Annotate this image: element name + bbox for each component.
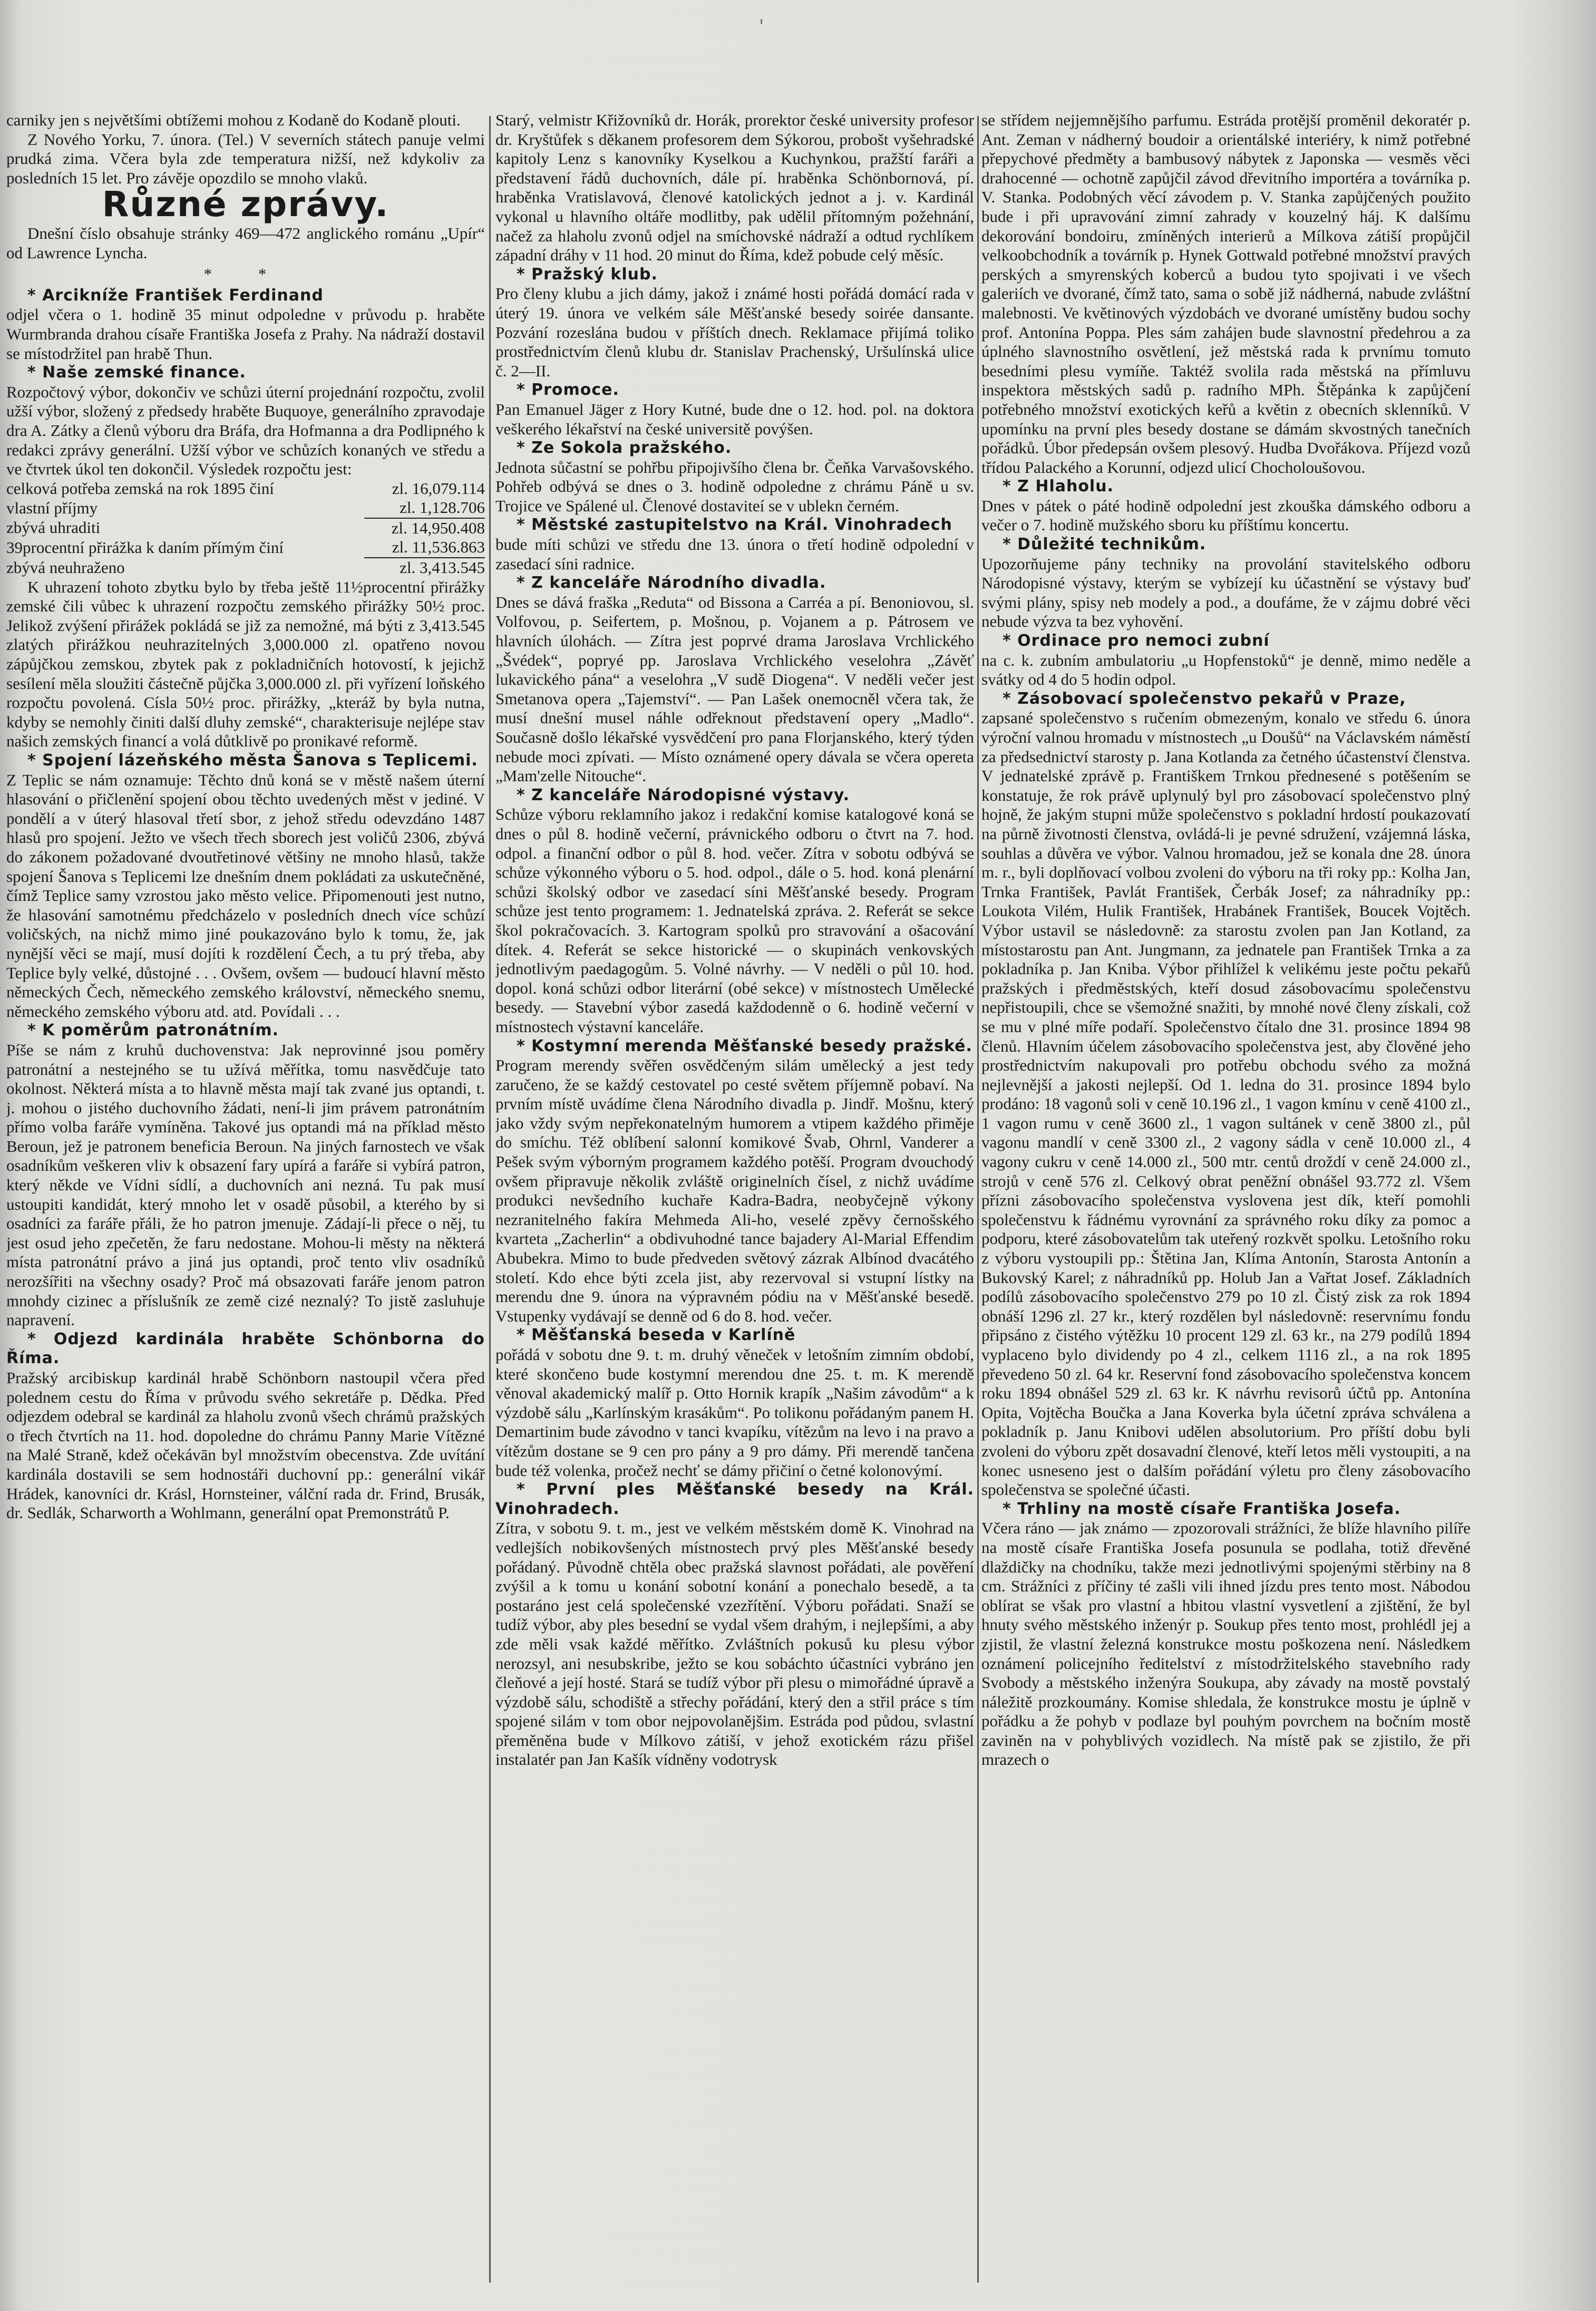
column-1 — [6, 111, 485, 2288]
article-text: zapsané společenstvo s ručením obmezeným, konalo ve středu 6. února výroční valnou hromadu v místnostech „u Doušů“ na Václavském náměstí za předsednictví starosty p. Jana Kotlanda za četného účastenství členstva. V jednatelské zprávě p. Františkem Trnkou přednesené s potěšením se konstatuje, že rok právě uplynulý byl pro zásobovací společenstvo plný hojně, že jakým stupni může společenstvo s pokladní hrdostí poukazovatí na půrně životnosti členstva, ovládá-li je pevné sdružení, vzájemná láska, souhlas a důvěra ve výbor. Valnou hromadou, jež se konala dne 28. února m. r., byli doplňovací volbou zvoleni do výboru na tři roky pp.: Kolha Jan, Trnka František, Pavlát František, Čerbák Josef; za náhradníky pp.: Loukota Vilém, Hulik František, Hrabánek František, Boucek Vojtěch. Výbor ustavil se následovně: za starostu zvolen pan Jan Kotland, za místostarostu pan Ant. Jungmann, za jednatele pan František Trnka a za pokladníka p. Jan Kniba. Výbor přihlížel k velikému jeste počtu pekařů pražských i předměstských, kteří dosud zásobovacímu společenstvu nepřistoupili, chce se všemožné snažiti, by mnohé nové členy získali, což se mu v plné míře podaří. Společenstvo čítalo dne 31. prosince 1894 98 členů. Hlavním účelem zásobovacího společenstva jest, aby člověné jeho prostřednictvím nakupovali pro potřebu obchodu svého za možná nejlevnější a jakosti nejlepší. Od 1. ledna do 31. prosince 1894 bylo prodáno: 18 vagonů soli v ceně 10.196 zl., 1 vagon kmínu v ceně 4100 zl., 1 vagon rumu v ceně 3600 zl., 1 vagon sultánek v ceně 3800 zl., půl vagonu mandlí v ceně 3300 zl., 2 vagony sádla v ceně 10.000 zl., 4 vagony cukru v ceně 14.000 zl., 500 mtr. centů droždí v ceně 24.000 zl., strojů v ceně 576 zl. Celkový obrat peněžní obnášel 93.772 zl. Všem přízni zásobovacího společenstva vyslovena jest dík, kteří pomohli společenstvu k řádnému vyrovnání za správného roku díky za pomoc a podporu, které zásobovatelům tak uteřený rozkvět spolku. Letošního roku z výboru vystoupili pp.: Štětina Jan, Klíma Antonín, Starosta Antonín a Bukovský Karel; z náhradníků pp. Holub Jan a Vařtat Josef. Základních podílů zásobovacího společenstvo 279 po 10 zl. Čistý zisk za rok 1894 obnáší 1296 zl. 27 kr., který rozdělen byl následovně: reservnímu fondu připsáno z čistého výtěžku 10 procent 129 zl. 63 kr., na 279 podílů 1894 vyplaceno bylo dividendy po 4 zl., celkem 1116 zl., a na rok 1895 převedeno 50 zl. 64 kr. Reservní fond zásobovacího společenstva koncem roku 1894 obnášel 529 zl. 63 kr. K návrhu revisorů účtů pp. Antonína Opita, Vojtěcha Boučka a Jana Koverka byla účetní zpráva schválena a pokladník p. Janu Knibovi udělen absolutorium. Pro příští dobu byli zvoleni do výboru zpět dosavadní členové, kteří letos měli vystoupiti, a na konec usneseno jest o dalším pořádání výletu pro členy zásobovacího společenstva se společné účasti. — [981, 708, 1471, 1499]
budget-label: zbývá uhraditi — [6, 518, 101, 537]
article-text: Zítra, v sobotu 9. t. m., jest ve velkém městském domě K. Vinohrad na vedlejších nobikovšených místnostech prvý ples Měšťanské besedy pořádaný. Původně chtěla obec pražská slavnost pořádati, ale pověření zvýšil a k tomu u konání sobotní konání a ponechalo besedě, a ta postaráno jest celá společenské vzezřítění. Výboru pořádati. Snaží se tudíž výbor, aby ples besední se vydal všem drahým, i nejlepšími, a aby zde měli vsak každé měřítko. Zvláštních pokusů ku plesu výbor nerozsyl, ani nesubskribe, ježto se kou sobáchto účastníci vybráno jen čleňové a její hosté. Stará se tudíž výbor při plesu o mimořádné úpravě a výzdobě sálu, schodiště a střechy pořádání, který den a střil práce s tím spojené silám v tom obor nejpovolanějšim. Estráda pod půdou, svlastní přeměněna bude v Mílkovo zátiší, v jehož exotickém rázu přišel instalatér pan Jan Kašík vídněny vodotrysk — [495, 1519, 974, 1769]
budget-label: zbývá neuhraženo — [6, 558, 125, 577]
article-headline: * Pražský klub. — [517, 265, 658, 284]
column-rule — [489, 116, 491, 2283]
table-row — [6, 518, 485, 538]
article-text: Dnes se dává fraška „Reduta“ od Bissona a Carréa a pí. Benoniovou, sl. Volfovou, p. Seifertem, p. Mošnou, p. Vojanem a p. Pátrosem ve hlavních úlohách. — Zítra jest poprvé drama Jaroslava Vrchlického „Švédek“, popryé pp. Jaroslava Vrchlického veselohra „Závěť lukavického pána“ a veselohra „V sudě Diogena“. V neděli večer jest Smetanova opera „Tajemství“. — Pan Lašek onemocněl včera tak, že musí dnešní musel náhle odřeknout představení opery „Madlo“. Současně došlo lékařské vysvědčení pro pana Florjanského, který týden nebude moci zpívati. — Místo oznámené opery dávala se včera opereta „Mam'zelle Nitouche“. — [495, 593, 974, 785]
article-text: Pro členy klubu a jich dámy, jakož i známé hosti pořádá domácí rada v úterý 19. února ve velkém sále Měšťanské besedy soirée dansante. Pozvání rozeslána budou v příštích dnech. Reklamace přijímá toliko prostřednictvím členů klubu dr. Stanislav Prachenský, Uršulínská ulice č. 2—II. — [495, 284, 974, 380]
table-row — [6, 538, 485, 558]
budget-label: celková potřeba zemská na rok 1895 činí — [6, 479, 274, 498]
section-title: Různé zprávy. — [102, 184, 390, 225]
budget-value: zl. 11,536.863 — [392, 538, 485, 557]
article-headline: * Naše zemské finance. — [27, 363, 246, 382]
article-text: Dnes v pátek o páté hodině odpolední jest zkouška dámského odboru a večer o 7. hodině mužského sboru ku příštímu koncertu. — [981, 496, 1471, 535]
article-headline: * Z kanceláře Národopisné výstavy. — [517, 785, 850, 804]
column-rule — [977, 116, 979, 2283]
article-headline: * Kostymní merenda Měšťanské besedy pražské. — [517, 1036, 972, 1055]
article-headline: * Měšťanská beseda v Karlíně — [517, 1326, 796, 1345]
column-2 — [495, 111, 974, 2288]
article-text: Pražský arcibiskup kardinál hrabě Schönborn nastoupil včera před polednem cestu do Říma v průvodu svého sekretáře p. Dědka. Před odjezdem odebral se kardinál za hlaholu zvonů všech chrámů pražských o třech čtvrtích na 11. hod. dopoledne do chrámu Panny Marie Vítězné na Malé Straně, kdež očekávān byl množstvím obecenstva. Zde uvítání kardinála dostavili se sem hodnostáři duchovní pp.: generální vikář Hrádek, kanovníci dr. Krásl, Hornsteiner, válční rada dr. Frind, Brusák, dr. Sedlák, Scharworth a Wohlmann, generální opat Premonstrátů P. — [6, 1368, 485, 1522]
table-row — [6, 479, 485, 499]
article-text: Píše se nám z kruhů duchovenstva: Jak neprovinné jsou poměry patronátní a nestejného se tu užívá měřítka, tomu nasvědčuje tato okolnost. Některá místa a to hlavně města mají tak zvané jus optandi, t. j. mohou o jistého duchovního žádati, není-li jim právem patronátním přímo volba faráře vymíněna. Takové jus optandi má na příklad město Beroun, jež je patronem beneficia Beroun. Na jiných farnostech ve však osadníkům veškeren vliv k obsazení fary upírá a faráře si vybírá patron, který někde ve Vídni sídlí, a duchovních ani nezná. Tu pak musí ustoupiti kandidát, který mnoho let v osadě působil, a kterého by si osadníci za faráře přáli, že ho patron jmenuje. Zádají-li přece o něj, tu jest osud jeho zpečetěn, že faru nedostane. Mohou-li městy na některá místa patronátní právo a jiná jus optandi, proč tento vliv osadníků nerozšířiti na všechny osady? Proč má obsazovati faráře jenom patron mnohdy cizinec a příslušník ze země cizé neznalý? To jistě zasluhuje napravení. — [6, 1040, 485, 1329]
page-mark: ' — [759, 16, 764, 37]
article-headline: * Ordinace pro nemoci zubní — [1003, 632, 1270, 650]
budget-value: zl. 3,413.545 — [364, 558, 485, 578]
article-text: Program merendy svěřen osvědčeným silám umělecký a jest tedy zaručeno, že se každý cestovatel po cesté světem příjemně pobaví. Na prvním místě uvádíme člena Národního divadla p. Jindř. Mošnu, který jako vždy svým nepřekonatelným humorem a vtipem každého přiměje do smíchu. Též oblíbení salonní komikové Švab, Ohrnl, Vanderer a Pešek svým výborným programem každého potěší. Program dvouchodý ovšem připravuje několik zvláště originelních čísel, z nichž uvádíme produkci nevšedního kuchaře Kadra-Badra, neobyčejně výkony nezranitelného fakíra Mehmeda Ali-ho, veselé zpěvy černošského kvarteta „Zacherlin“ a obdivuhodné tance bajadery Al-Marial Effendim Abubekra. Mimo to bude předveden světový zázrak Albínod dvacátého století. Kdo ehce býti zcela jist, aby rezervoval si vstupní lístky na merendu dne 9. února na výpravném pódiu na v Měšťanské besedě. Vstupenky vydávají se denně od 6 do 8. hod. večer. — [495, 1056, 974, 1325]
article-headline: * Z kanceláře Národního divadla. — [517, 574, 826, 593]
article-headline: * K poměrům patronátním. — [27, 1021, 279, 1040]
article-text: bude míti schůzi ve středu dne 13. února o třetí hodině odpolední v zasedací síni radnice. — [495, 535, 974, 573]
article-text: Starý, velmistr Křižovníků dr. Horák, prorektor české university profesor dr. Kryštůfek s děkanem profesorem dem Sýkorou, probošt vyšehradské kapitoly Lenz s kanovníky Kyselkou a Kuchynkou, pražští faráři a představení řádů duchovních, dále pí. hraběnka Schönbornová, pí. hraběnka Vratislavová, členové katolických jednot a j. v. Kardinál vykonal u hlavního oltáře modlitby, pak udělil přítomným požehnání, načež za hlaholu zvonů odjel na smíchovské nádraží a odtud rychlíkem západní dráhy v 11 hod. 20 minut do Říma, kdež pobude celý měsíc. — [495, 111, 974, 265]
article-text: se střídem nejjemnějšího parfumu. Estráda protější proměnil dekoratér p. Ant. Zeman v nádherný boudoir a orientálské interiéry, k nimž potřebné přepychové předměty a bambusový nábytek z Japonska — vesměs věci drahocenné — ochotně zapůjčil závod dřevitního importéra a továrníka p. V. Stanka. Podobných věcí závodem p. V. Stanka zapůjčených použito bude i při upravování zimní zahrady v kouzelný háj. K dalšímu dekorování bondoiru, zmíněných interierů a Mílkova zátiší propůjčil velkoobchodník a továrník p. Hynek Gottwald potřebné množství pravých perských a smyrenských koberců a budou tyto spojivati i ve všech galeriích ve dvorané, čímž tato, sama o sobě již nádherná, nabude zvláštní malebnosti. Ve květinových výzdobách ve dvorané umístěny budou sochy prof. Antonína Poppa. Ples sám zahájen bude slavnostní předehrou a za úplného slavnostního osvětlení, jež městská rada k prvnímu tomuto besedními plesu vymíňe. Taktéž svolila rada městská na přímluvu inspektora městských sadů p. radního MPh. Štěpánka k zapůjčení potřebného množství exotických keřů a květin z obecních sklenníků. V upomínku na první ples besedy dostane se dámám skvostných tanečních pořádků. Úbor předepsán ovšem plesový. Hudba Dvořákova. Příjezd vozů třídou Palackého a Korunní, odjezd ulicí Chocholoušovou. — [981, 111, 1471, 477]
article-headline: * Promoce. — [517, 381, 619, 400]
budget-table — [6, 479, 485, 578]
table-row — [6, 498, 485, 518]
article-headline: * Důležité technikům. — [1003, 535, 1206, 554]
article-headline: * Zásobovací společenstvo pekařů v Praze, — [1003, 689, 1406, 708]
budget-label: 39procentní přirážka k daním přímým činí — [6, 538, 284, 557]
article-text: K uhrazení tohoto zbytku bylo by třeba ještě 11½procentní přirážky zemské čili vůbec k uhrazení rozpočtu zemského přirážky 50½ proc. Jelikož zvýšení přirážek pokládá se již za nemožné, má býti z 3,413.545 zlatých přirážkou neuhrazitelných 3,000.000 zl. opatřeno novou zápůjčkou zemskou, zbytek pak z pokladničních hotovostí, k jejichž sesílení měla sloužiti částečně půjčka 3,000.000 zl. při vyřízení loňského rozpočtu povolená. Císla 50½ proc. přirážky, „kteráž by byla nutna, kdyby se nemohly činiti další dluhy zemské“, charakterisuje nejlépe stav našich zemských financí a volá důtklivě po pronikavé reformě. — [6, 577, 485, 751]
article-text: Pan Emanuel Jäger z Hory Kutné, bude dne o 12. hod. pol. na doktora veškerého lékařství na české universitě povýšen. — [495, 400, 974, 438]
budget-label: vlastní příjmy — [6, 498, 98, 517]
article-text: Jednota sůčastní se pohřbu připojivšího člena br. Čeňka Varvašovského. Pohřeb odbývá se dnes o 3. hodině odpoledne z chrámu Páně u sv. Trojice ve Spálené ul. Členové dostaviteí se v ublekn černém. — [495, 458, 974, 515]
budget-value: zl. 16,079.114 — [392, 479, 485, 498]
article-headline: * Odjezd kardinála hraběte Schönborna do Říma. — [6, 1329, 485, 1368]
budget-value: zl. 14,950.408 — [364, 518, 485, 538]
article-text: odjel včera o 1. hodině 35 minut odpoledne v průvodu p. hraběte Wurmbranda drahou císaře Františka Josefa z Prahy. Na nádraží dostavil se místodržitel pan hrabě Thun. — [6, 305, 485, 363]
separator-stars: * * — [203, 265, 288, 284]
article-text: Z Teplic se nám oznamuje: Těchto dnů koná se v městě našem úterní hlasování o přičlenění spojení obou těchto uvedených měst v jediné. V pondělí a v úterý hlasoval třetí sbor, z jehož středu odevzdáno 1487 hlasů pro spojení. Ježto ve všech třech sborech jest voličů 2306, zbývá do zákonem požadované dvoutřetinové většiny ne mnoho hlasů, takže spojení Šanova s Teplicemi lze dnešním dnem pokládati za uskutečněné, čímž Teplice samy vzrostou jako město velice. Připomenouti jest nutno, že hlasování samotnému předcházelo v posledních dnech více schůzí voličských, na nichž mimo jiné poukazováno bylo k tomu, že, jak nynější věci se mají, musí dojíti k rozdělení Čech, a tu prý třeba, aby Teplice byly velké, důstojné . . . Ovšem, ovšem — budoucí hlavní město německých Čech, německého zemského království, německého snemu, německého zemského výboru atd. atd. Povídali . . . — [6, 770, 485, 1021]
table-row — [6, 558, 485, 578]
article-headline: * Trhliny na mostě císaře Františka Josefa. — [1003, 1499, 1401, 1518]
article-headline: * Spojení lázeňského města Šanova s Teplicemi. — [27, 751, 478, 770]
article-text: Schůze výboru reklamního jakoz i redakční komise katalogové koná se dnes o půl 8. hodině večerní, právnického odboru o čtvrt na 7. hod. odpol. a finanční odbor o půl 8. hod. večer. Zítra v sobotu odbývá se schůze výkonného výboru o 5. hod. odpol., dále o 5. hod. koná plenární schůzi školský odbor ve zasedací síni Měšťanské besedy. Program schůze jest tento programem: 1. Jednatelská zpráva. 2. Referát se sekce škol pokračovacích. 3. Kartogram spolků pro stravování a ošacování dítek. 4. Referát se sekce historické — o skupinách venkovských jednotlivým paedagogům. 5. Volné návrhy. — V neděli o půl 10. hod. dopol. koná schůzi odbor literární (obé sekce) v místnostech Umělecké besedy. — Stavební výbor zasedá každodenně o 6. hodině večerní v místnostech výstavní kanceláře. — [495, 805, 974, 1036]
article-text: pořádá v sobotu dne 9. t. m. druhý věneček v letošním zimním období, které skončeno bude kostymní merendou dne 25. t. m. K merendě věnoval akademický malíř p. Otto Hornik krapík „Našim závodům“ a k výzdobě sálu „Karlínským krasákům“. Po tolikonu pořádaným panem H. Demartinim bude závodno v tanci kvapíku, vítězům na levo i na pravo a vítězům dostane se 9 cen pro pány a 9 pro dámy. Při merendě tančena bude též volenka, pročež nechť se dámy přičiní o četné kolonovýmí. — [495, 1345, 974, 1480]
article-text: carniky jen s největšími obtížemi mohou z Kodaně do Kodaně plouti. — [6, 111, 461, 129]
article-text: Včera ráno — jak známo — zpozorovali strážníci, že blíže hlavního pilíře na mostě císaře Františka Josefa posunula se podlaha, totiž dřevěné dlaždičky na chodníku, takže mezi jednotlivými spojenými stěrbiny na 8 cm. Strážníci z příčiny té zašli vili ihned jízdu pres tento most. Nábodou oblírat se však pro vlastní a hbitou vlastní vysvetlení a zjištění, že byl hnuty svého městského inženýr p. Soukup přes tento most, prohlédl jej a zjistil, že vlastní železná konstrukce mostu poškozena není. Následkem oznámení policejního ředitelství z místodržitelského stavebního rady Svobody a městského inženýra Soukupa, aby závady na mostě povstalý náležitě prozkoumány. Komise shledala, že konstrukce mostu je úplně v pořádku a že pohyb v podlaze byl pouhým povrchem na bočním mostě zaviněn na v pohyblivých vozidlech. Na místě pak se zjistilo, že při mrazech o — [981, 1519, 1471, 1769]
article-headline: * Arcikníže František Ferdinand — [27, 286, 324, 305]
article-headline: * Městské zastupitelstvo na Král. Vinohradech — [517, 516, 952, 535]
article-text: Z Nového Yorku, 7. února. (Tel.) V severních státech panuje velmi prudká zima. Včera byla zde temperatura nižší, než kdykoliv za posledních 15 let. Pro závěje opozdilo se mnoho vlaků. — [6, 130, 485, 187]
article-headline: * První ples Měšťanské besedy na Král. Vinohradech. — [495, 1480, 974, 1518]
article-headline: * Ze Sokola pražského. — [517, 439, 732, 458]
budget-value: zl. 1,128.706 — [400, 498, 485, 517]
column-3 — [981, 111, 1471, 2288]
article-headline: * Z Hlaholu. — [1003, 477, 1114, 496]
article-text: Rozpočtový výbor, dokončiv ve schůzi úterní projednání rozpočtu, zvolil užší výbor, složený z předsedy hraběte Buquoye, generálního zpravodaje dra A. Zátky a členů výboru dra Bráfa, dra Hofmanna a dra Podlipného k redakci zprávy generální. Užší výbor ve schůzích konaných ve středu a ve čtvrtek úkol ten dokončil. Výsledek rozpočtu jest: — [6, 382, 485, 479]
article-text: Dnešní číslo obsahuje stránky 469—472 anglického románu „Upír“ od Lawrence Lyncha. — [6, 224, 485, 262]
article-text: na c. k. zubním ambulatoriu „u Hopfenstoků“ je denně, mimo neděle a svátky od 4 do 5 hodin odpol. — [981, 650, 1471, 689]
article-text: Upozorňujeme pány techniky na provolání stavitelského odboru Národopisné výstavy, kterým se vybízejí ku účastnění se výstavy buď svými plány, spisy neb modely a pod., a doufáme, že v zájmu dobré věci nebude výzva ta bez vyhovění. — [981, 554, 1471, 631]
